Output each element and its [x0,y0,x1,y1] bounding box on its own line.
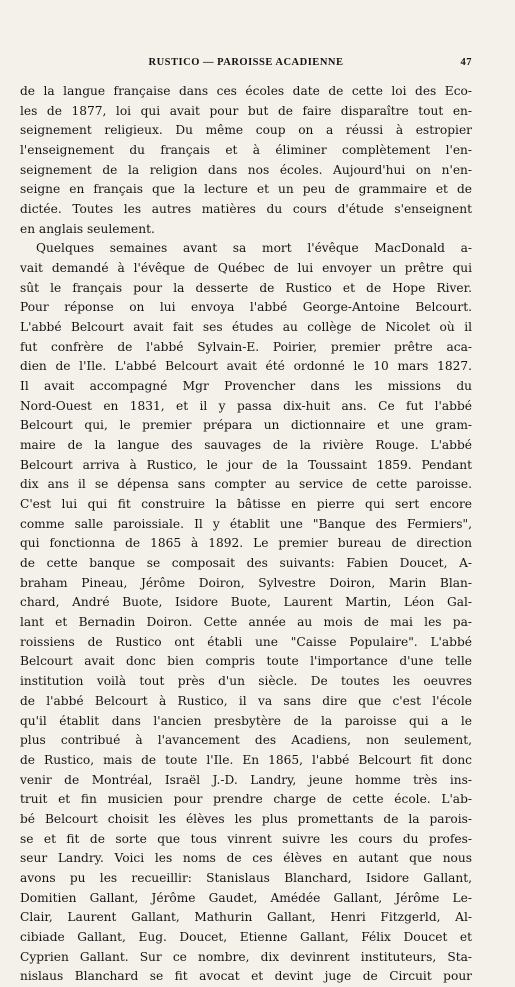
text-line: dien de l'Ile. L'abbé Belcourt avait été ordonné le 10 mars 1827. [20,359,472,374]
text-line: roissiens de Rustico ont établi une "Caisse Populaire". L'abbé [20,634,472,649]
text-line: braham Pineau, Jérôme Doiron, Sylvestre Doiron, Marin Blan- [20,575,472,590]
text-line: seigne en français que la lecture et un peu de grammaire et de [20,182,472,197]
body-text [20,82,472,987]
text-line: avons pu les recueillir: Stanislaus Blanchard, Isidore Gallant, [20,870,472,885]
text-line: Pour réponse on lui envoya l'abbé George-Antoine Belcourt. [20,300,472,315]
text-line: Belcourt arriva à Rustico, le jour de la Toussaint 1859. Pendant [20,457,472,472]
text-line: institution voilà tout près d'un siècle. De toutes les oeuvres [20,674,472,689]
text-line: fut confrère de l'abbé Sylvain-E. Poirier, premier prêtre aca- [20,339,472,354]
text-line: lant et Bernadin Doiron. Cette année au mois de mai les pa- [20,615,472,630]
text-line: dix ans il se dépensa sans compter au service de cette paroisse. [20,477,472,492]
text-line: venir de Montréal, Israël J.-D. Landry, jeune homme très ins- [20,772,472,787]
text-line: Clair, Laurent Gallant, Mathurin Gallant, Henri Fitzgerld, Al- [20,910,472,925]
text-line: Cyprien Gallant. Sur ce nombre, dix devinrent instituteurs, Sta- [20,949,472,964]
text-line: se et fit de sorte que tous vinrent suivre les cours du profes- [20,831,472,846]
text-line: qu'il établit dans l'ancien presbytère de la paroisse qui a le [20,713,472,728]
text-line: maire de la langue des sauvages de la rivière Rouge. L'abbé [20,438,472,453]
text-line: nislaus Blanchard se fit avocat et devint juge de Circuit pour [20,969,472,984]
text-line: Nord-Ouest en 1831, et il y passa dix-huit ans. Ce fut l'abbé [20,398,472,413]
text-line: vait demandé à l'évêque de Québec de lui envoyer un prêtre qui [20,261,472,276]
text-line: Quelques semaines avant sa mort l'évêque MacDonald a- [36,241,472,256]
running-header [20,57,472,73]
text-line: plus contribué à l'avancement des Acadiens, non seulement, [20,733,472,748]
text-line: qui fonctionna de 1865 à 1892. Le premier bureau de direction [20,536,472,551]
text-line: seur Landry. Voici les noms de ces élèves en autant que nous [20,851,472,866]
text-line: les de 1877, loi qui avait pour but de faire disparaître tout en- [20,103,472,118]
text-line: L'abbé Belcourt avait fait ses études au collège de Nicolet où il [20,320,472,335]
text-line: chard, André Buote, Isidore Buote, Laurent Martin, Léon Gal- [20,595,472,610]
page-number: 47 [460,57,472,68]
text-line: sût le français pour la desserte de Rustico et de Hope River. [20,280,472,295]
text-line: l'enseignement du français et à éliminer complètement l'en- [20,143,472,158]
text-line: de cette banque se composait des suivants: Fabien Doucet, A- [20,556,472,571]
text-line: comme salle paroissiale. Il y établit une "Banque des Fermiers", [20,516,472,531]
text-line: de Rustico, mais de toute l'Ile. En 1865, l'abbé Belcourt fit donc [20,752,472,767]
text-line: truit et fin musicien pour prendre charge de cette école. L'ab- [20,792,472,807]
text-line: C'est lui qui fit construire la bâtisse en pierre qui sert encore [20,497,472,512]
text-line: Belcourt avait donc bien compris toute l'importance d'une telle [20,654,472,669]
text-line: cibiade Gallant, Eug. Doucet, Etienne Gallant, Félix Doucet et [20,929,472,944]
text-line: bé Belcourt choisit les élèves les plus promettants de la parois- [20,811,472,826]
text-line: de la langue française dans ces écoles date de cette loi des Eco- [20,84,472,98]
text-line: dictée. Toutes les autres matières du cours d'étude s'enseignent [20,202,472,217]
text-line: Domitien Gallant, Jérôme Gaudet, Amédée Gallant, Jérôme Le- [20,890,472,905]
text-line: en anglais seulement. [20,221,155,236]
text-line: seignement religieux. Du même coup on a réussi à estropier [20,123,472,138]
text-line: seignement de la religion dans nos écoles. Aujourd'hui on n'en- [20,162,472,177]
text-line: de l'abbé Belcourt à Rustico, il va sans dire que c'est l'école [20,693,472,708]
text-line: Belcourt qui, le premier prépara un dictionnaire et une gram- [20,418,472,433]
text-line: Il avait accompagné Mgr Provencher dans les missions du [20,379,472,394]
running-title: RUSTICO — PAROISSE ACADIENNE [148,57,344,68]
